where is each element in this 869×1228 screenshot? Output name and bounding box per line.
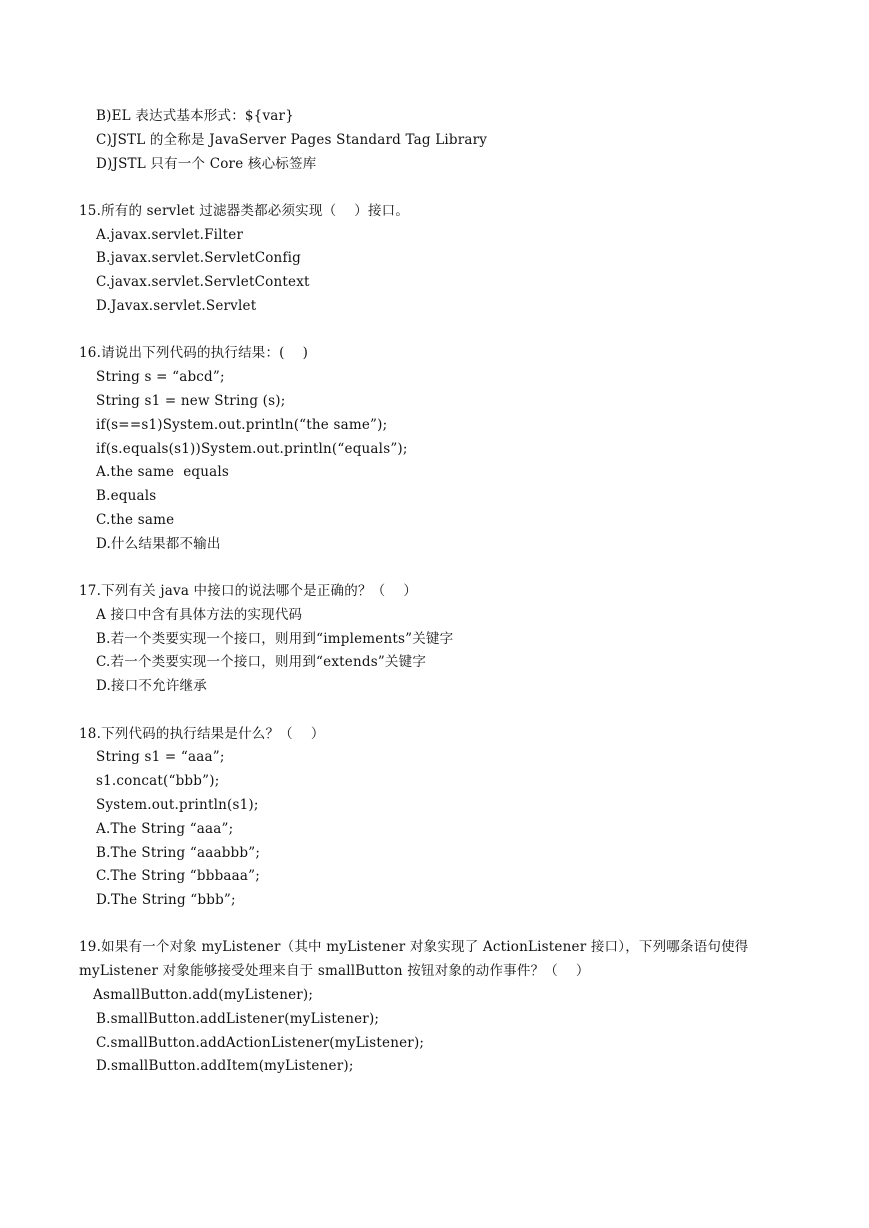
option-line: D.Javax.servlet.Servlet [96,298,257,315]
option-line: B.The String “aaabbb”; [96,844,261,861]
option-line: B)EL 表达式基本形式：${var} [96,108,294,124]
code-line: if(s==s1)System.out.println(“the same”); [96,416,388,433]
code-line: String s = “abcd”; [96,369,225,386]
question-18 [79,723,799,913]
option-line: A.The String “aaa”; [96,820,234,837]
option-line: A 接口中含有具体方法的实现代码 [96,606,303,623]
option-line: B.javax.servlet.ServletConfig [96,250,302,267]
option-line: B.smallButton.addListener(myListener); [96,1010,380,1027]
option-line: C.javax.servlet.ServletContext [96,274,310,291]
option-line: C.smallButton.addActionListener(myListener); [96,1034,425,1051]
option-line: D)JSTL 只有一个 Core 核心标签库 [96,155,317,172]
option-line: D.The String “bbb”; [96,892,236,909]
question-16 [79,342,799,556]
question-17 [79,580,799,699]
option-line: B.equals [96,488,157,505]
question-stem: 17.下列有关 java 中接口的说法哪个是正确的？（ ） [79,583,418,600]
option-line: D.什么结果都不输出 [96,535,221,552]
option-line: A.the same equals [96,464,230,481]
question-15 [79,200,799,319]
question-stem-line-2: myListener 对象能够接受处理来自于 smallButton 按钮对象的动作事件？（ ） [79,963,590,980]
question-stem: 18.下列代码的执行结果是什么？（ ） [79,725,325,742]
option-line: AsmallButton.add(myListener); [93,987,314,1003]
code-line: String s1 = new String (s); [96,392,286,409]
previous-question-options [79,105,799,176]
question-stem: 15.所有的 servlet 过滤器类都必须实现（ ）接口。 [79,202,410,219]
option-line: C.the same [96,511,175,528]
code-line: if(s.equals(s1))System.out.println(“equals”); [96,440,408,457]
option-line: C)JSTL 的全称是 JavaServer Pages Standard Tag Library [96,131,488,148]
option-line: C.若一个类要实现一个接口，则用到“extends”关键字 [96,654,427,671]
document-content [79,105,799,1079]
code-line: String s1 = “aaa”; [96,749,225,766]
question-19 [79,936,799,1079]
option-line: D.接口不允许继承 [96,678,207,695]
question-stem: 16.请说出下列代码的执行结果：( ) [79,345,309,362]
option-line: C.The String “bbbaaa”; [96,868,261,885]
option-line: B.若一个类要实现一个接口，则用到“implements”关键字 [96,630,454,647]
code-line: s1.concat(“bbb”); [96,773,220,790]
option-line: A.javax.servlet.Filter [96,226,244,243]
option-line: D.smallButton.addItem(myListener); [96,1058,354,1075]
question-stem-line-1: 19.如果有一个对象 myListener（其中 myListener 对象实现了 ActionListener 接口），下列哪条语句使得 [79,939,749,956]
code-line: System.out.println(s1); [96,796,259,813]
